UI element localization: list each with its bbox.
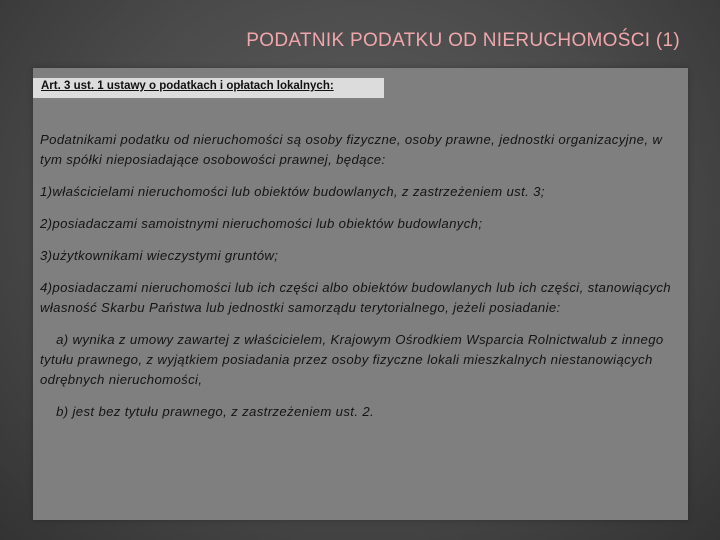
paragraph-item-2: 2)posiadaczami samoistnymi nieruchomości lub obiektów budowlanych;	[40, 216, 483, 231]
content-box	[33, 68, 688, 520]
paragraph-item-3: 3)użytkownikami wieczystymi gruntów;	[40, 248, 279, 263]
paragraph-intro: Podatnikami podatku od nieruchomości są osoby fizyczne, osoby prawne, jednostki organizacyjne, w tym spółki nieposiadające osobowości prawnej, będące:	[40, 132, 663, 167]
paragraph-item-1: 1)właścicielami nieruchomości lub obiektów budowlanych, z zastrzeżeniem ust. 3;	[40, 184, 545, 199]
slide-title: PODATNIK PODATKU OD NIERUCHOMOŚCI (1)	[246, 30, 680, 51]
paragraph-item-4: 4)posiadaczami nieruchomości lub ich części albo obiektów budowlanych lub ich części, stanowiących własność Skarbu Państwa lub jednostki samorządu terytorialnego, jeżeli posiadanie:	[40, 280, 671, 315]
content-text	[40, 130, 680, 434]
paragraph-item-4b: b) jest bez tytułu prawnego, z zastrzeżeniem ust. 2.	[40, 404, 375, 419]
law-reference: Art. 3 ust. 1 ustawy o podatkach i opłatach lokalnych:	[41, 80, 334, 92]
paragraph-item-4a: a) wynika z umowy zawartej z właścicielem, Krajowym Ośrodkiem Wsparcia Rolnictwalub z innego tytułu prawnego, z wyjątkiem posiadania przez osoby fizyczne lokali mieszkalnych niestanowiących odrębnych nieruchomości,	[40, 332, 668, 387]
